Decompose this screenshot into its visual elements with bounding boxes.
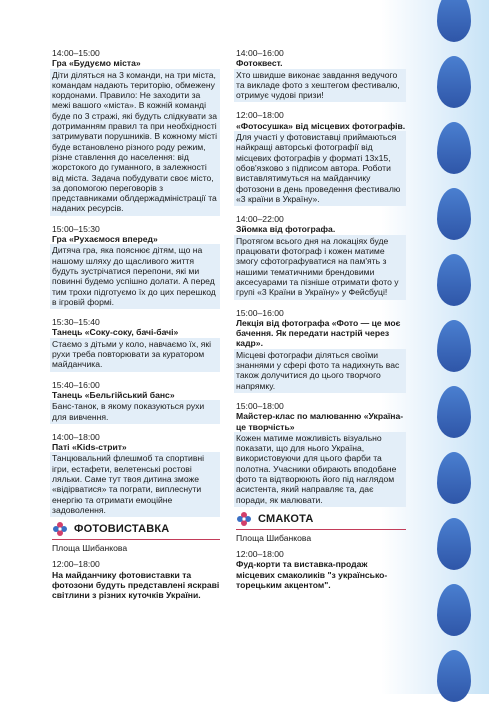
section-location: Площа Шибанкова — [52, 543, 128, 554]
event-time: 15:40–16:00 — [52, 379, 100, 390]
event-description: Дитяча гра, яка пояснює дітям, що на нашому шляху до щасливого життя будуть зустрічатися перепони, які ми повинні будемо успішно долати. А перед тим трохи підготуємо їх до цих перешкод в ігровій формі. — [50, 244, 220, 309]
event-time: 15:00–16:00 — [236, 307, 284, 318]
section-divider — [52, 539, 220, 540]
section-header-food — [236, 511, 406, 527]
event-description: Банс-танок, в якому показуються рухи для вивчення. — [50, 400, 220, 424]
right-column — [236, 46, 406, 590]
event-description: Протягом всього дня на локаціях буде працювати фотограф і кожен матиме змогу сфотографуватися на пам'ять з нашими тематичними брендовими аксесуарами та пізніше отримати фото у групі «3 Країни в Україну» у Фейсбуці! — [234, 235, 406, 300]
event-block — [236, 308, 406, 393]
section-location: Площа Шибанкова — [236, 532, 312, 543]
decorative-drop-shape — [437, 122, 471, 174]
event-block — [236, 401, 406, 507]
event-time: 12:00–18:00 — [236, 110, 284, 121]
event-title: Фотоквест. — [236, 58, 283, 69]
section-title: СМАКОТА — [258, 512, 314, 525]
left-column — [52, 46, 220, 601]
event-title: Фуд-корти та виставка-продаж місцевих смаколиків "з українсько-торецьким акцентом". — [236, 559, 388, 591]
event-time: 15:00–15:30 — [52, 223, 100, 234]
event-title: Паті «Kids-стрит» — [52, 442, 127, 453]
section-title: ФОТОВИСТАВКА — [74, 523, 170, 536]
event-time: 14:00–18:00 — [52, 431, 100, 442]
event-title: Танець «Соку-соку, бачі-бачі» — [52, 327, 179, 338]
event-block — [236, 48, 406, 102]
event-time: 14:00–16:00 — [236, 48, 284, 58]
event-time: 15:00–18:00 — [236, 400, 284, 411]
decorative-drop-shape — [437, 386, 471, 438]
event-block — [52, 432, 220, 517]
decorative-drop-shape — [437, 254, 471, 306]
event-block — [52, 224, 220, 309]
section-header-photo-exhibition — [52, 521, 220, 537]
decorative-drop-shape — [437, 0, 471, 42]
event-block — [236, 110, 406, 206]
event-block — [52, 48, 220, 216]
decorative-drop-shape — [437, 584, 471, 636]
event-title: Майстер-клас по малюванню «Україна-це творчість» — [236, 411, 404, 432]
decorative-drop-shape — [437, 452, 471, 504]
event-title: На майданчику фотовиставки та фотозони будуть представлені яскраві світлини з різних куточків України. — [52, 569, 220, 601]
event-block — [236, 214, 406, 299]
event-description: Для участі у фотовиставці приймаються найкращі авторські фотографії від місцевих фотографів у форматі 13х15, обов'язково з підписом автора. Роботи виставлятимуться на майданчику фотозони в день проведення фестивалю «3 країни в Україну». — [234, 131, 406, 206]
event-description: Танцювальний флешмоб та спортивні ігри, естафети, велетенські ростові ляльки. Саме тут твоя дитина зможе «відірватися» та пограти, виплеснути енергію та отримати емоційне задоволення. — [50, 452, 220, 517]
decorative-drop-shape — [437, 518, 471, 570]
event-description: Кожен матиме можливість візуально показати, що для нього Україна, використовуючи для цього фарби та полотна. Учасники обирають вподобане фото та відтворюють його під наглядом асистента, який направляє та, дає поради, як малювати. — [234, 432, 406, 507]
event-time: 14:00–22:00 — [236, 214, 284, 225]
event-description: Діти діляться на 3 команди, на три міста, командам надають територію, обмежену кордонами. Правило: Не заходити за межі вашого «міста». В кожній команді буде по 3 стражі, які будуть слідкувати за дотриманням правил та при необхідності затримувати порушників. В кожному місті буде встановлено різного роду режим, різне ставлення до населення: від жорстокого до гуманного, в залежності від міста. Задача побудувати своє місто, за допомогою переговорів з представниками облдержадміністрації та наданих ресурсів. — [50, 69, 220, 216]
event-description: Стаємо з дітьми у коло, навчаємо їх, які рухи треба повторювати за куратором майданчика. — [50, 338, 220, 372]
event-block — [52, 380, 220, 424]
event-block — [52, 317, 220, 371]
event-time: 15:30–15:40 — [52, 317, 100, 328]
section-divider — [236, 529, 406, 530]
event-title: Танець «Бельгійський банс» — [52, 389, 175, 400]
event-title: Гра «Рухаємося вперед» — [52, 234, 158, 245]
event-time: 12:00–18:00 — [236, 549, 284, 560]
flower-logo-icon — [236, 511, 252, 527]
event-title: Зйомка від фотографа. — [236, 224, 336, 235]
event-time: 12:00–18:00 — [52, 559, 100, 570]
event-title: Гра «Будуємо міста» — [52, 58, 141, 69]
event-description: Місцеві фотографи діляться своїми знаннями у сфері фото та надихнуть вас також долучитися до цього творчого напрямку. — [234, 349, 406, 393]
event-title: «Фотосушка» від місцевих фотографів. — [236, 120, 406, 131]
flower-logo-icon — [52, 521, 68, 537]
decorative-drop-shape — [437, 320, 471, 372]
event-description: Хто швидше виконає завдання ведучого та викладе фото з хештегом фестивалю, отримує чудові призи! — [234, 69, 406, 103]
decorative-drop-shape — [437, 188, 471, 240]
decorative-drop-shape — [437, 56, 471, 108]
event-title: Лекція від фотографа «Фото — це моє бачення. Як передати настрій через кадр». — [236, 317, 401, 349]
decorative-drop-shape — [437, 650, 471, 702]
event-time: 14:00–15:00 — [52, 48, 100, 58]
